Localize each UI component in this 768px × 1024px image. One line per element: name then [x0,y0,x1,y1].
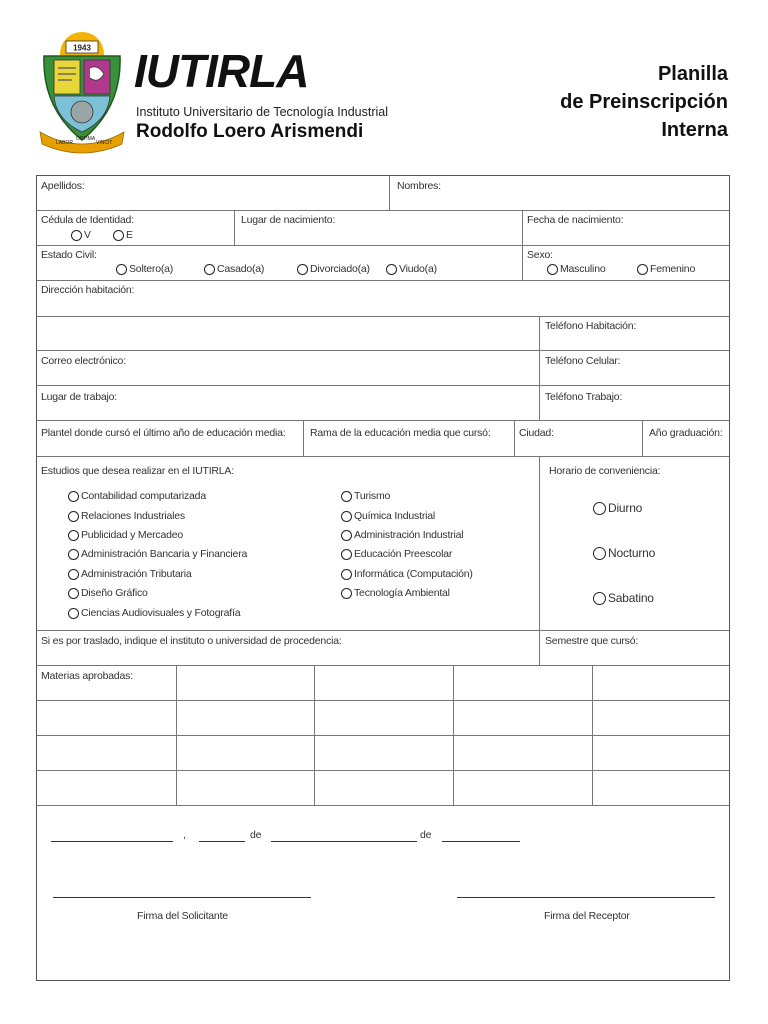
carrera-radio[interactable]: Informática (Computación) [341,568,473,580]
radio-icon [341,549,352,560]
radio-icon [113,230,124,241]
fecha-nacimiento-label: Fecha de nacimiento: [527,214,624,226]
date-month-line[interactable] [271,841,417,842]
radio-icon [68,511,79,522]
radio-icon [593,592,606,605]
form-title-line1: Planilla [657,63,728,85]
anio-graduacion-label: Año graduación: [649,427,723,439]
masculino-radio[interactable]: Masculino [547,263,605,275]
radio-icon [116,264,127,275]
radio-icon [68,569,79,580]
traslado-label: Si es por traslado, indique el instituto o universidad de procedencia: [41,635,342,647]
date-year-line[interactable] [442,841,520,842]
radio-icon [637,264,648,275]
radio-icon [341,491,352,502]
plantel-label: Plantel donde cursó el último año de educación media: [41,427,286,439]
date-de-1: de [250,829,262,841]
institute-patron: Rodolfo Loero Arismendi [136,121,364,142]
rama-label: Rama de la educación media que cursó: [310,427,491,439]
carrera-radio[interactable]: Relaciones Industriales [68,510,185,522]
apellidos-label: Apellidos: [41,180,85,192]
radio-icon [593,502,606,515]
radio-icon [341,569,352,580]
femenino-radio[interactable]: Femenino [637,263,695,275]
carrera-radio[interactable]: Publicidad y Mercadeo [68,529,183,541]
lugar-nacimiento-label: Lugar de nacimiento: [241,214,336,226]
radio-icon [341,588,352,599]
semestre-label: Semestre que cursó: [545,635,639,647]
logo-ribbon-right: VINCIT [96,140,113,146]
radio-icon [68,530,79,541]
signature-solicitante-line[interactable] [53,897,311,898]
diurno-radio[interactable]: Diurno [593,501,642,515]
form-title-line2: de Preinscripción [560,91,728,113]
form-title-line3: Interna [661,119,728,141]
sabatino-radio[interactable]: Sabatino [593,591,654,605]
logo-ribbon-mid: OPTIMA [76,136,96,142]
viudo-radio[interactable]: Viudo(a) [386,263,437,275]
date-de-2: de [420,829,432,841]
radio-icon [341,530,352,541]
horario-label: Horario de conveniencia: [549,465,661,477]
ciudad-label: Ciudad: [519,427,554,439]
firma-receptor-label: Firma del Receptor [544,910,630,922]
radio-icon [297,264,308,275]
carrera-radio[interactable]: Contabilidad computarizada [68,490,206,502]
tel-habitacion-label: Teléfono Habitación: [545,320,637,332]
carrera-radio[interactable]: Química Industrial [341,510,435,522]
firma-solicitante-label: Firma del Solicitante [137,910,228,922]
materias-label: Materias aprobadas: [41,670,133,682]
date-comma: , [183,829,186,841]
cedula-label: Cédula de Identidad: [41,214,134,226]
direccion-label: Dirección habitación: [41,284,135,296]
carrera-radio[interactable]: Ciencias Audiovisuales y Fotografía [68,607,240,619]
logo-ribbon-left: LABOR [56,140,73,146]
carrera-radio[interactable]: Administración Tributaria [68,568,192,580]
carrera-radio[interactable]: Diseño Gráfico [68,587,148,599]
radio-icon [547,264,558,275]
estado-civil-label: Estado Civil: [41,249,97,261]
lugar-trabajo-label: Lugar de trabajo: [41,391,117,403]
tel-trabajo-label: Teléfono Trabajo: [545,391,623,403]
date-place-line[interactable] [51,841,173,842]
carrera-radio[interactable]: Turismo [341,490,390,502]
radio-icon [68,549,79,560]
sexo-label: Sexo: [527,249,553,261]
date-day-line[interactable] [199,841,245,842]
logo-year: 1943 [73,43,91,53]
soltero-radio[interactable]: Soltero(a) [116,263,173,275]
cedula-v-radio[interactable]: V [71,229,91,241]
carrera-radio[interactable]: Administración Industrial [341,529,463,541]
radio-icon [593,547,606,560]
radio-icon [204,264,215,275]
preinscription-form [36,175,730,981]
signature-receptor-line[interactable] [457,897,715,898]
radio-icon [386,264,397,275]
carrera-radio[interactable]: Educación Preescolar [341,548,452,560]
correo-label: Correo electrónico: [41,355,126,367]
carrera-radio[interactable]: Tecnología Ambiental [341,587,450,599]
radio-icon [71,230,82,241]
casado-radio[interactable]: Casado(a) [204,263,264,275]
divorciado-radio[interactable]: Divorciado(a) [297,263,370,275]
brand-name: IUTIRLA [134,45,309,97]
radio-icon [341,511,352,522]
institute-name: Instituto Universitario de Tecnología Industrial [136,105,388,119]
estudios-label: Estudios que desea realizar en el IUTIRLA: [41,465,234,477]
nocturno-radio[interactable]: Nocturno [593,546,655,560]
carrera-radio[interactable]: Administración Bancaria y Financiera [68,548,247,560]
radio-icon [68,588,79,599]
tel-celular-label: Teléfono Celular: [545,355,621,367]
radio-icon [68,608,79,619]
institute-logo [36,28,128,154]
nombres-label: Nombres: [397,180,441,192]
radio-icon [68,491,79,502]
cedula-e-radio[interactable]: E [113,229,133,241]
